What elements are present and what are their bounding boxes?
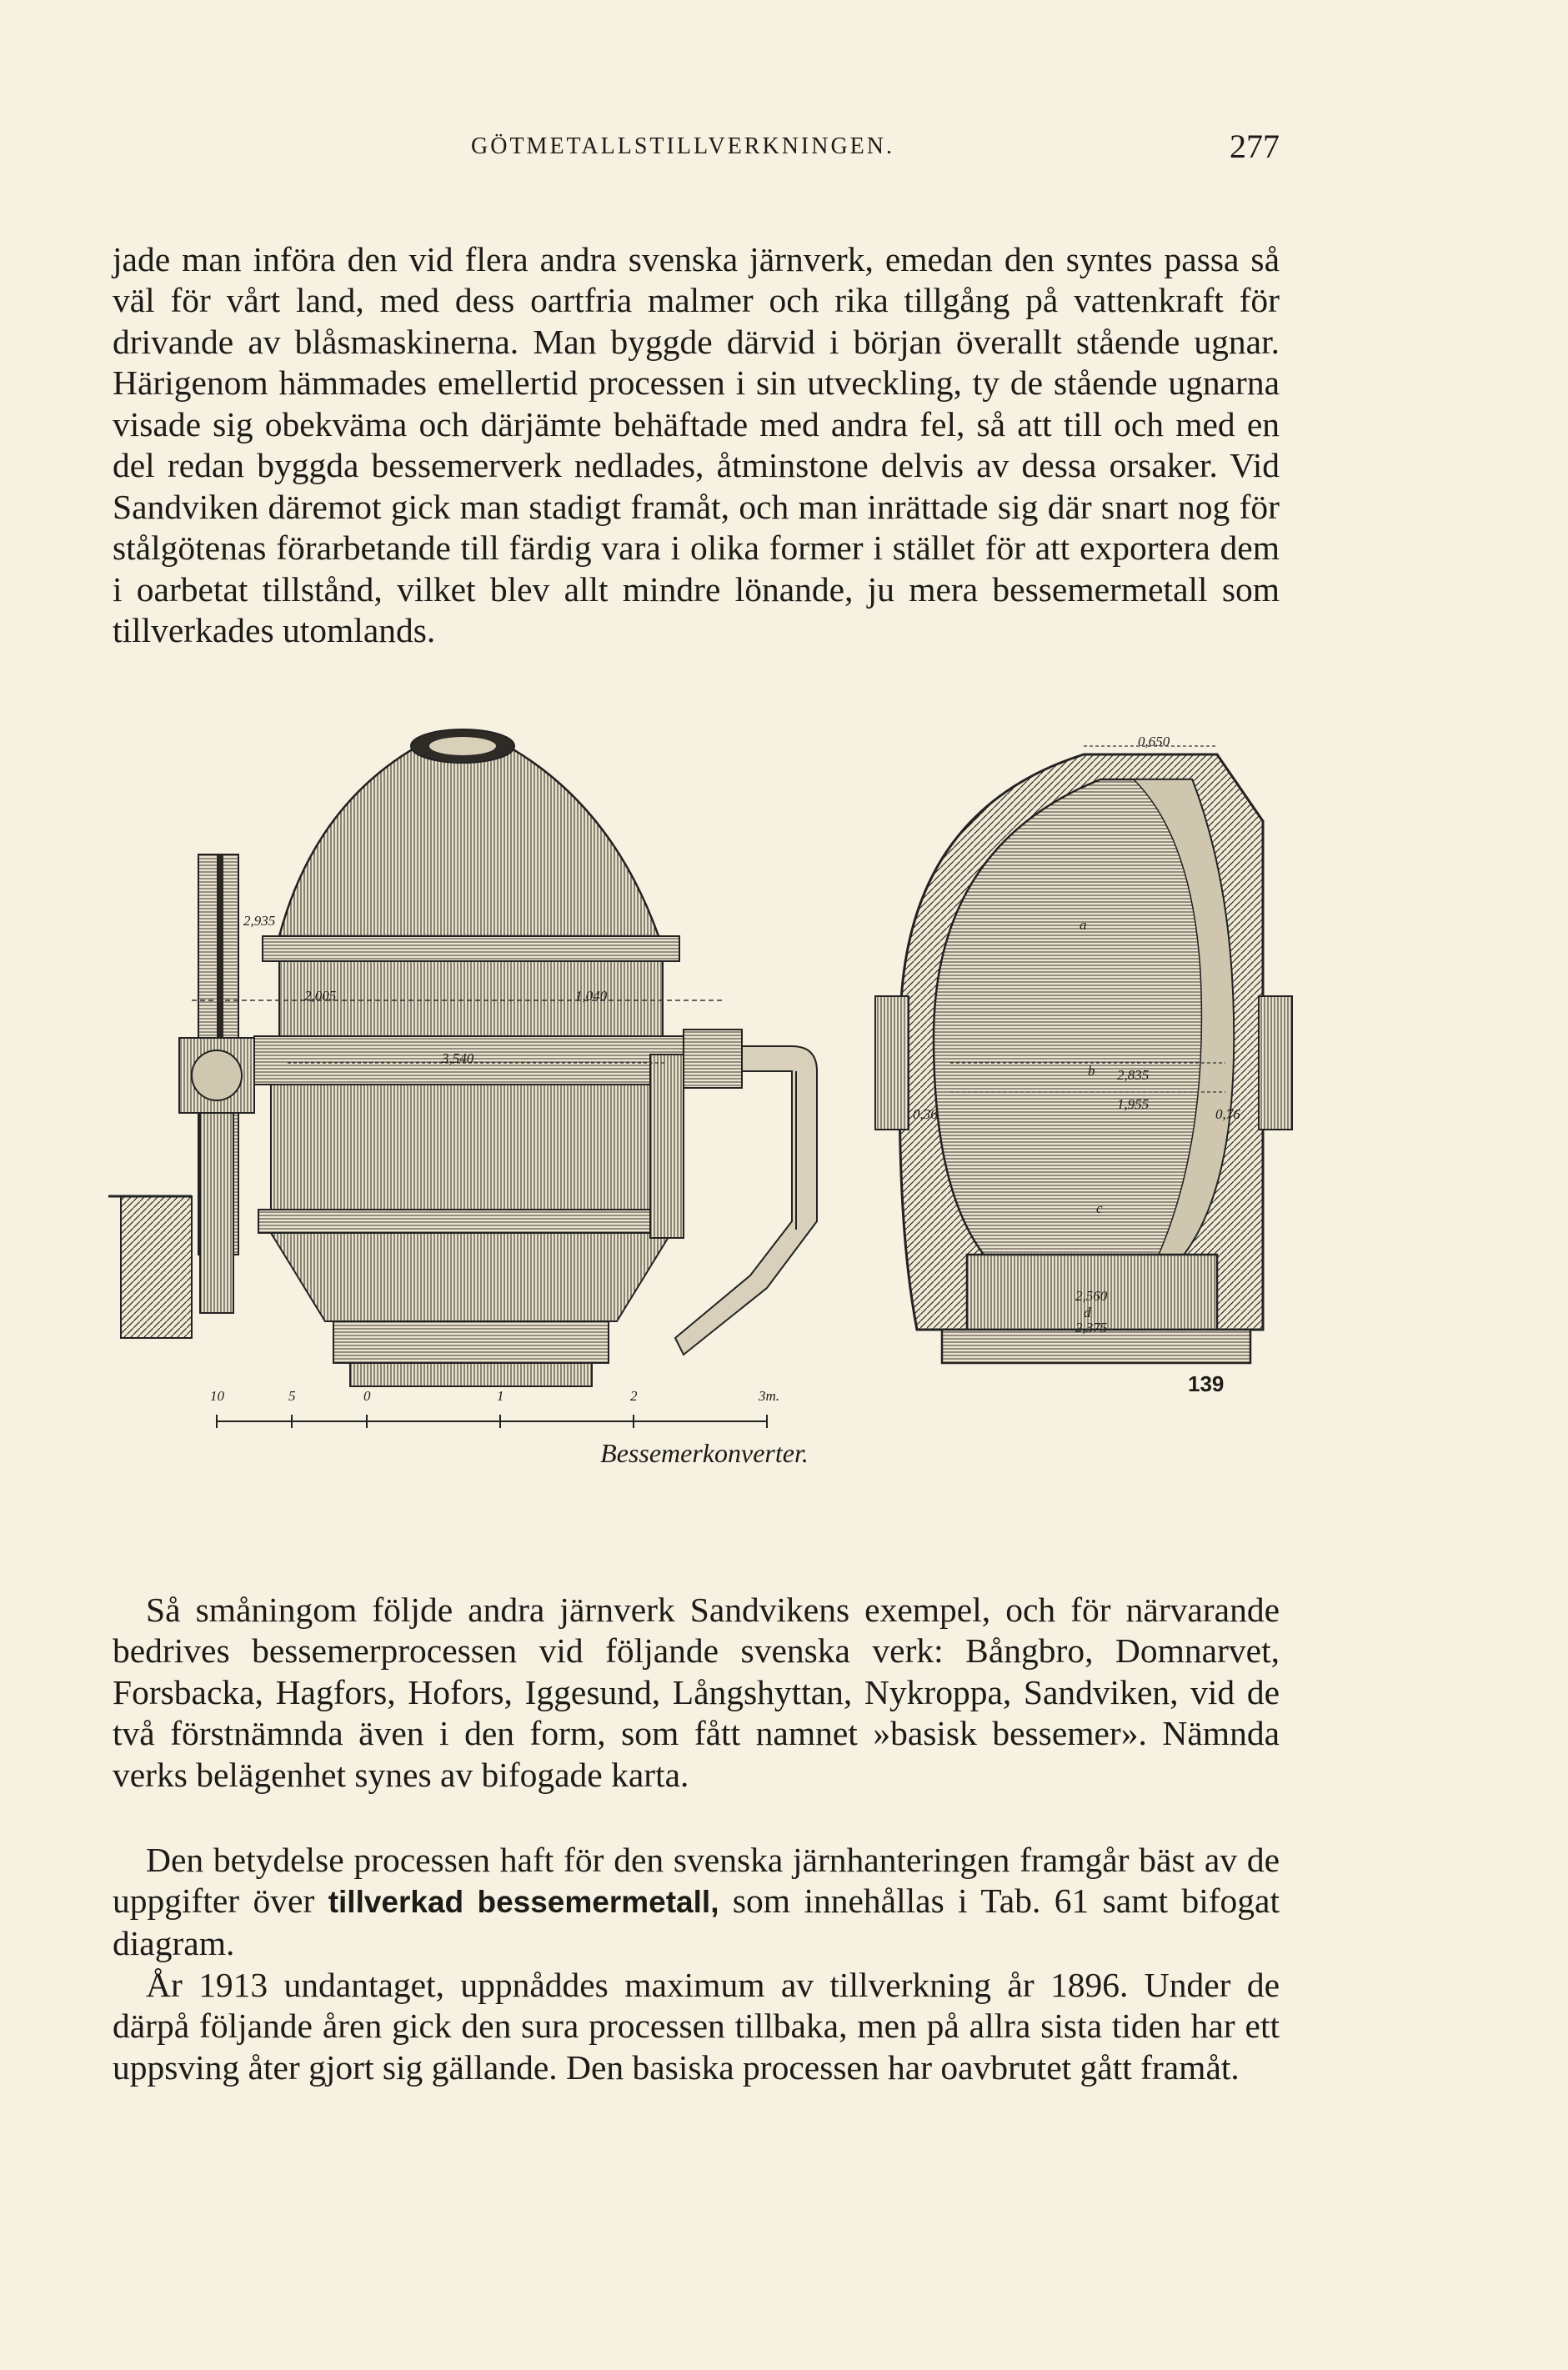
- dim-label: b: [1088, 1063, 1095, 1079]
- paragraph-1: jade man införa den vid flera andra svenska järnverk, emedan den syntes passa så väl för vårt land, med dess oartfria malmer och rika tillgång på vattenkraft för drivande av blåsmaskinerna. Man byggde därvid i början överallt stående ugnar. Härigenom hämmades emellertid processen i sin utveckling, ty de stående ugnarna visade sig obekväma och därjämte behäftade med andra fel, så att till och med en del redan byggda bessemerverk nedlades, åtminstone delvis av dessa orsaker. Vid Sandviken däremot gick man stadigt framåt, och man inrättade sig där snart nog för stålgötenas förarbetande till färdig vara i olika former i stället för att exportera dem i oarbetat tillstånd, vilket blev allt mindre lönande, ju mera bessemermetall som tillverkades utomlands.: [113, 239, 1280, 649]
- scale-label: 3m.: [759, 1388, 780, 1404]
- converter-section-view: [875, 746, 1292, 1363]
- figure-caption: Bessemerkonverter.: [600, 1438, 809, 1468]
- dim-label: 2,005: [304, 988, 337, 1004]
- dim-label: a: [1080, 917, 1087, 933]
- dim-label: 2,835: [1117, 1067, 1150, 1083]
- scale-label: 5: [288, 1388, 296, 1404]
- scale-bar: [217, 1415, 767, 1428]
- scale-label: 10: [210, 1388, 224, 1404]
- paragraph-4: [113, 1965, 1280, 2089]
- paragraph-3-text-before: Den betydelse processen haft för den svenska järnhanteringen framgår bäst av de uppgifter över: [113, 1840, 1280, 1920]
- page-header: [113, 128, 1280, 183]
- dim-label: 1,040: [575, 988, 608, 1004]
- page-number: 277: [1230, 128, 1280, 165]
- paragraph-4-text: År 1913 undantaget, uppnåddes maximum av tillverkning år 1896. Under de därpå följande åren gick den sura processen tillbaka, men på allra sista tiden har ett uppsving åter gjort sig gällande. Den basiska processen har oavbrutet gått framåt.: [113, 1965, 1280, 2087]
- dim-label: 2,560: [1075, 1288, 1108, 1304]
- dim-label: 0,76: [1215, 1106, 1240, 1122]
- figure-number: 139: [1188, 1371, 1225, 1396]
- dim-label: 2,375: [1075, 1320, 1108, 1335]
- paragraph-3-emphasis: tillverkad bessemermetall,: [328, 1885, 719, 1919]
- scale-label: 1: [497, 1388, 504, 1404]
- dim-label: 0,36: [913, 1106, 938, 1122]
- paragraph-2: [113, 1590, 1280, 1796]
- running-title: GÖTMETALLSTILLVERKNINGEN.: [471, 133, 895, 159]
- dim-label: 0,650: [1138, 734, 1170, 749]
- paragraph-3: [113, 1840, 1280, 1965]
- dim-label: 2,935: [243, 913, 276, 929]
- paragraph-3-text-after: som innehållas i Tab. 61 samt bifogat diagram.: [113, 1881, 1280, 1962]
- dim-label: 1,955: [1117, 1096, 1150, 1112]
- paragraph-2-text: Så småningom följde andra järnverk Sandvikens exempel, och för närvarande bedrives bessemerprocessen vid följande svenska verk: Bångbro, Domnarvet, Forsbacka, Hagfors, Hofors, Iggesund, Långshyttan, Nykroppa, Sandviken, vid de två förstnämnda även i den form, som fått namnet »basisk bessemer». Nämnda verks belägenhet synes av bifogade karta.: [113, 1590, 1280, 1794]
- dim-label: d: [1084, 1305, 1091, 1320]
- figure-bessemer-converter: [100, 721, 1309, 1468]
- scale-label: 2: [630, 1388, 638, 1404]
- dim-label: 3,540: [442, 1050, 474, 1066]
- scale-label: 0: [363, 1388, 371, 1404]
- dim-label: c: [1096, 1200, 1103, 1216]
